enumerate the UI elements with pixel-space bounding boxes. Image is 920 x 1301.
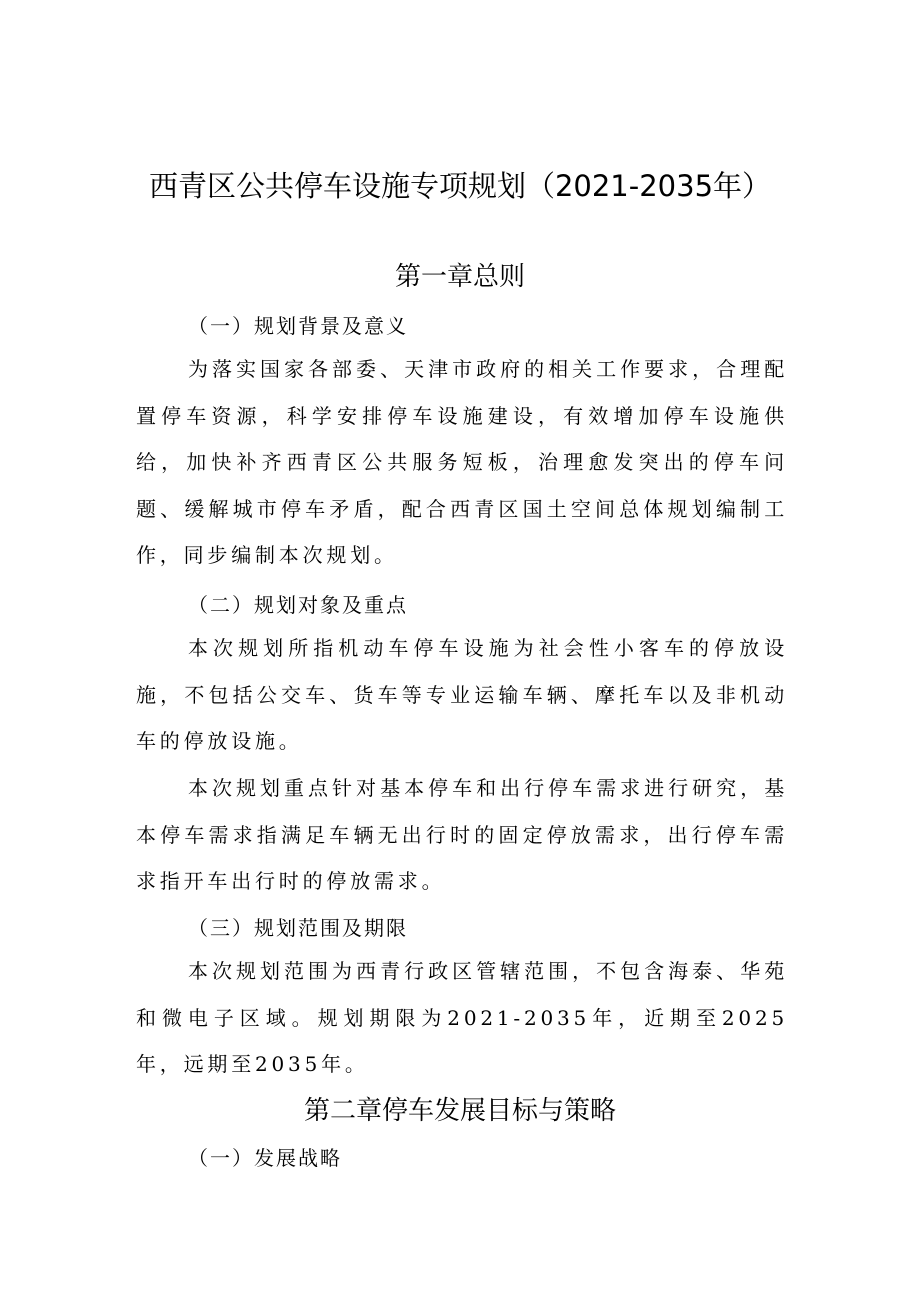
body-paragraph: 本次规划所指机动车停车设施为社会性小客车的停放设施，不包括公交车、货车等专业运输车辆、摩托车以及非机动车的停放设施。 <box>136 636 788 753</box>
section-heading: （三）规划范围及期限 <box>188 916 408 940</box>
body-paragraph: 为落实国家各部委、天津市政府的相关工作要求，合理配置停车资源，科学安排停车设施建设，有效增加停车设施供给，加快补齐西青区公共服务短板，治理愈发突出的停车问题、缓解城市停车矛盾，配合西青区国土空间总体规划编制工作，同步编制本次规划。 <box>136 357 788 567</box>
chapter-heading: 第一章总则 <box>394 262 525 292</box>
document-title: 西青区公共停车设施专项规划（2021-2035年） <box>148 169 772 203</box>
section-heading: （一）发展战略 <box>188 1146 342 1170</box>
chapter-heading: 第二章停车发展目标与策略 <box>303 1096 616 1126</box>
body-paragraph: 本次规划范围为西青行政区管辖范围，不包含海泰、华苑和微电子区域。规划期限为2021-2035年，近期至2025年，远期至2035年。 <box>136 959 788 1076</box>
body-paragraph: 本次规划重点针对基本停车和出行停车需求进行研究，基本停车需求指满足车辆无出行时的固定停放需求，出行停车需求指开车出行时的停放需求。 <box>136 776 788 893</box>
section-heading: （二）规划对象及重点 <box>188 593 408 617</box>
section-heading: （一）规划背景及意义 <box>188 314 408 338</box>
